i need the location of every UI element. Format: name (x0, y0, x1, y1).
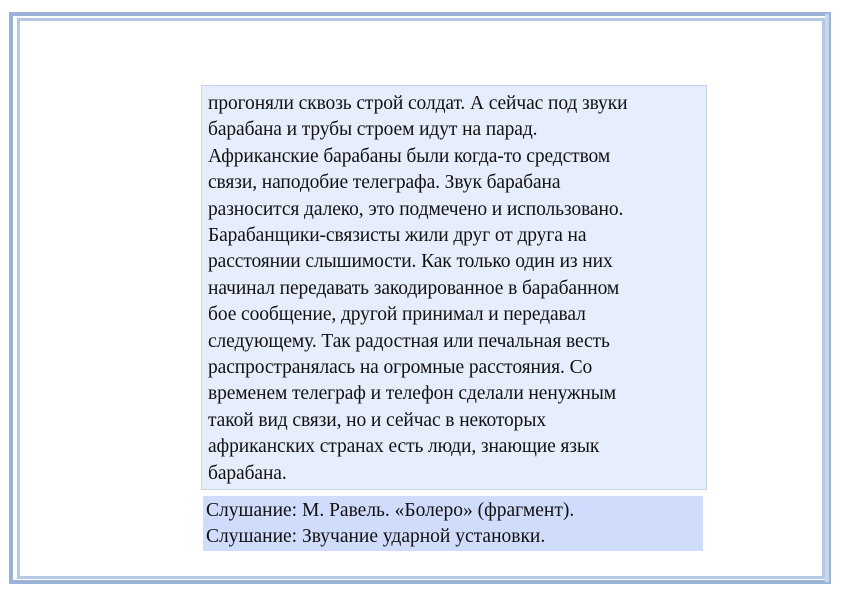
text-line: барабана. (208, 462, 287, 484)
slide-frame-shadow (825, 14, 829, 582)
text-line: распространялась на огромные расстояния. Со (208, 357, 593, 379)
listening-item-drum-kit: Слушание: Звучание ударной установки. (206, 525, 546, 547)
text-line: бое сообщение, другой принимал и передавал (208, 304, 586, 326)
main-text-box (201, 85, 707, 490)
text-line: прогоняли сквозь строй солдат. А сейчас под звуки (208, 93, 628, 114)
text-line: разносится далеко, это подмечено и использовано. (208, 198, 624, 220)
text-line: Африканские барабаны были когда-то средством (208, 145, 611, 167)
text-line: временем телеграф и телефон сделали ненужным (208, 383, 616, 405)
text-line: африканских странах есть люди, знающие язык (208, 436, 600, 458)
text-line: начинал передавать закодированное в барабанном (208, 277, 620, 299)
text-line: такой вид связи, но и сейчас в некоторых (208, 409, 546, 431)
listening-box (203, 496, 703, 551)
text-line: расстоянии слышимости. Как только один из них (208, 251, 613, 273)
text-line: следующему. Так радостная или печальная весть (208, 330, 610, 352)
listening-item-bolero: Слушание: М. Равель. «Болеро» (фрагмент). (206, 500, 575, 521)
text-line: Барабанщики-связисты жили друг от друга на (208, 225, 587, 247)
text-line: связи, наподобие телеграфа. Звук барабана (208, 172, 561, 194)
text-line: барабана и трубы строем идут на парад. (208, 119, 538, 141)
